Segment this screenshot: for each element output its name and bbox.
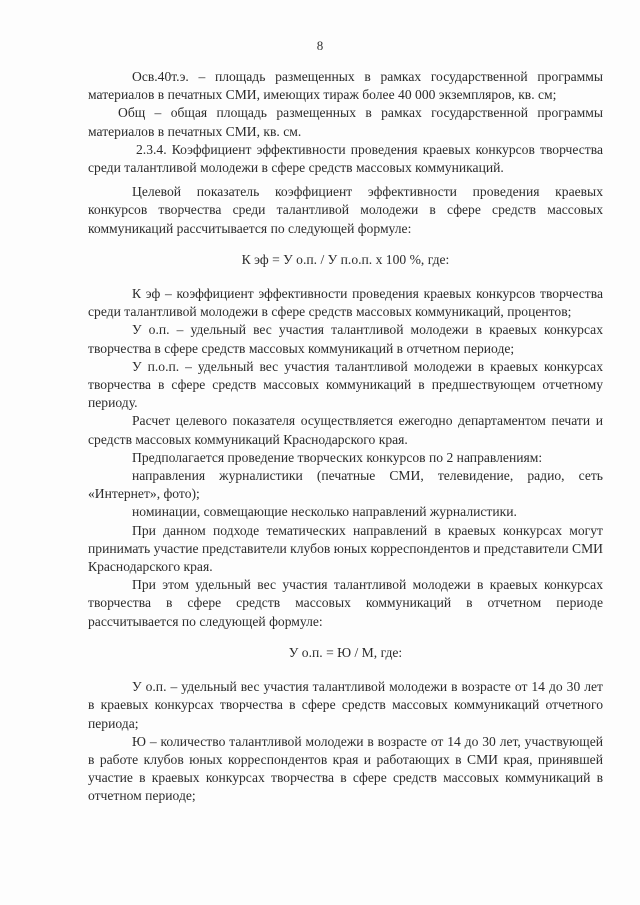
paragraph-yu-definition: Ю – количество талантливой молодежи в возрасте от 14 до 30 лет, участвующей в работе клубов юных корреспондентов края и работающих в СМИ края, принявшей участие в краевых конкурсах творчества в сфере средств массовых коммуникаций в отчетном периоде; — [88, 733, 603, 804]
formula-k-ef: К эф = У о.п. / У п.о.п. х 100 %, где: — [241, 251, 450, 267]
paragraph-specific-weight: При этом удельный вес участия талантливой молодежи в краевых конкурсах творчества в сфере средств массовых коммуникаций в отчетном периоде рассчитывается по следующей формуле: — [88, 577, 603, 629]
formula-u-op: У о.п. = Ю / М, где: — [288, 644, 403, 660]
paragraph-u-pop-definition: У п.о.п. – удельный вес участия талантливой молодежи в краевых конкурсах творчества в сфере средств массовых коммуникаций в предшествующем отчетному периоду. — [88, 358, 603, 411]
paragraph-journalism-directions: направления журналистики (печатные СМИ, телевидение, радио, сеть «Интернет», фото); — [88, 468, 603, 502]
paragraph-participants: При данном подходе тематических направлений в краевых конкурсах могут принимать участие представители клубов юных корреспондентов и представители СМИ Краснодарского края. — [88, 522, 603, 575]
document-body — [88, 68, 603, 806]
paragraph-obsh-definition: Oбщ – общая площадь размещенных в рамках государственной программы материалов в печатных СМИ, кв. см. — [88, 105, 603, 139]
paragraph-k-ef-definition: К эф – коэффициент эффективности проведения краевых конкурсов творчества среди талантливой молодежи в сфере средств массовых коммуникаций, процентов; — [88, 286, 603, 320]
page-number: 8 — [316, 38, 324, 53]
paragraph-contest-directions: Предполагается проведение творческих конкурсов по 2 направлениям: — [132, 449, 543, 465]
paragraph-nominations: номинации, совмещающие несколько направлений журналистики. — [132, 504, 517, 520]
paragraph-calculation-note: Расчет целевого показателя осуществляется ежегодно департаментом печати и средств массовых коммуникаций Краснодарского края. — [88, 413, 603, 447]
paragraph-target-indicator: Целевой показатель коэффициент эффективности проведения краевых конкурсов творчества среди талантливой молодежи в сфере средств массовых коммуникаций рассчитывается по следующей формуле: — [88, 184, 603, 236]
paragraph-osv-definition: Осв.40т.э. – площадь размещенных в рамках государственной программы материалов в печатных СМИ, имеющих тираж более 40 000 экземпляров, кв. см; — [88, 69, 603, 103]
section-heading-2-3-4: 2.3.4. Коэффициент эффективности проведения краевых конкурсов творчества среди талантливой молодежи в сфере средств массовых коммуникаций. — [88, 141, 603, 176]
paragraph-u-op-youth-definition: У о.п. – удельный вес участия талантливой молодежи в возрасте от 14 до 30 лет в краевых конкурсах творчества в сфере средств массовых коммуникаций отчетного периода; — [88, 679, 603, 731]
paragraph-u-op-definition: У о.п. – удельный вес участия талантливой молодежи в краевых конкурсах творчества в сфере средств массовых коммуникаций в отчетном периоде; — [88, 322, 603, 356]
